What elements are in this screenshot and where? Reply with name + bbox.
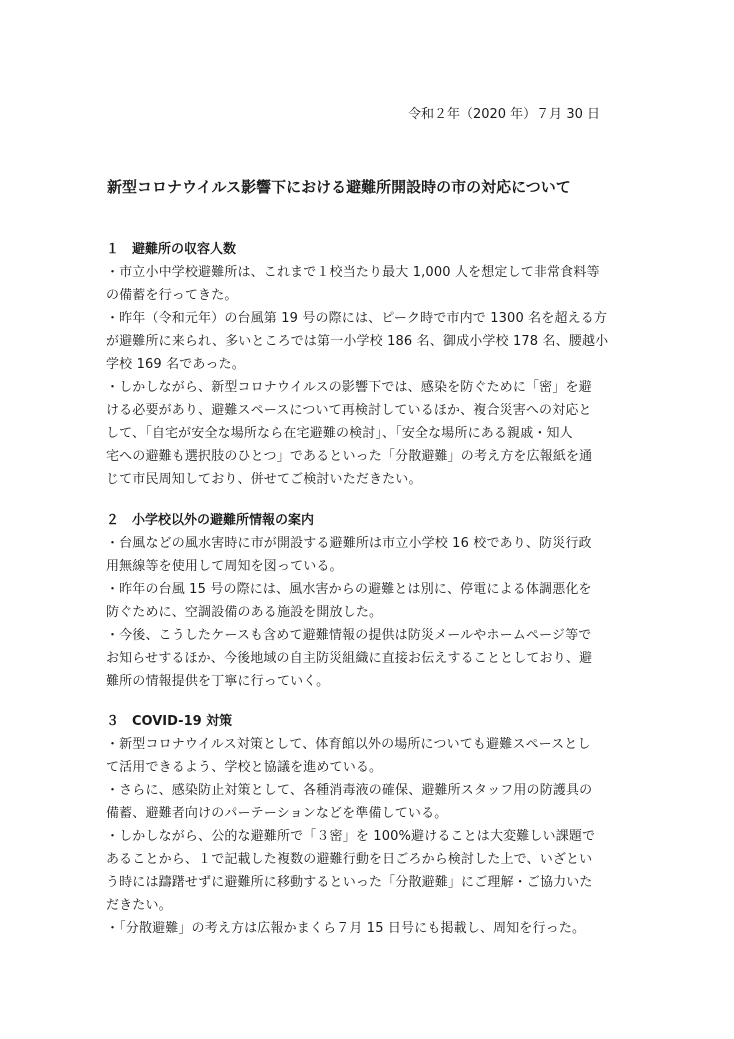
paragraph-line: ・しかしながら、公的な避難所で「３密」を 100%避けることは大変難しい課題で bbox=[106, 829, 596, 844]
paragraph-line: 宅への避難も選択肢のひとつ」であるといった「分散避難」の考え方を広報紙を通 bbox=[106, 449, 593, 464]
paragraph-line: ・さらに、感染防止対策として、各種消毒液の確保、避難所スタッフ用の防護具の bbox=[106, 783, 593, 798]
paragraph-line: ・「分散避難」の考え方は広報かまくら７月 15 日号にも掲載し、周知を行った。 bbox=[106, 921, 586, 936]
section-covid-measures bbox=[106, 710, 626, 940]
paragraph-line: ・しかしながら、新型コロナウイルスの影響下では、感染を防ぐために「密」を避 bbox=[106, 380, 592, 395]
document-title: 新型コロナウイルス影響下における避難所開設時の市の対応について bbox=[107, 178, 571, 196]
paragraph-line: 学校 169 名であった。 bbox=[106, 357, 245, 372]
section-heading: ２ 小学校以外の避難所情報の案内 bbox=[106, 513, 315, 528]
document-date: 令和２年（2020 年）７月 30 日 bbox=[407, 107, 600, 122]
paragraph-line: ける必要があり、避難スペースについて再検討しているほか、複合災害への対応と bbox=[106, 403, 592, 418]
paragraph-line: が避難所に来られ、多いところでは第一小学校 186 名、御成小学校 178 名、腰越小 bbox=[106, 334, 609, 349]
paragraph-line: じて市民周知しており、併せてご検討いただきたい。 bbox=[106, 472, 422, 487]
paragraph-line: ・昨年（令和元年）の台風第 19 号の際には、ピーク時で市内で 1300 名を超える方 bbox=[106, 311, 608, 326]
paragraph-line: だきたい。 bbox=[106, 898, 172, 913]
paragraph-line: ・昨年の台風 15 号の際には、風水害からの避難とは別に、停電による体調悪化を bbox=[106, 582, 592, 597]
section-shelter-info bbox=[106, 509, 626, 693]
paragraph-line: お知らせするほか、今後地域の自主防災組織に直接お伝えすることとしており、避 bbox=[106, 651, 593, 666]
paragraph-line: あることから、１で記載した複数の避難行動を日ごろから検討した上で、いざとい bbox=[106, 852, 593, 867]
section-shelter-capacity bbox=[106, 238, 626, 491]
paragraph-line: 難所の情報提供を丁寧に行っていく。 bbox=[106, 674, 330, 689]
paragraph-line: ・新型コロナウイルス対策として、体育館以外の場所についても避難スペースとし bbox=[106, 737, 591, 752]
paragraph-line: して、「自宅が安全な場所なら在宅避難の検討」、「安全な場所にある親戚・知人 bbox=[106, 426, 573, 441]
paragraph-line: ・今後、こうしたケースも含めて避難情報の提供は防災メールやホームページ等で bbox=[106, 628, 592, 643]
paragraph-line: 備蓄、避難者向けのパーテーションなどを準備している。 bbox=[106, 806, 448, 821]
paragraph-line: 防ぐために、空調設備のある施設を開放した。 bbox=[106, 605, 383, 620]
paragraph-line: 用無線等を使用して周知を図っている。 bbox=[106, 559, 343, 574]
paragraph-line: て活用できるよう、学校と協議を進めている。 bbox=[106, 760, 383, 775]
paragraph-line: う時には躊躇せずに避難所に移動するといった「分散避難」にご理解・ご協力いた bbox=[106, 875, 593, 890]
paragraph-line: の備蓄を行ってきた。 bbox=[106, 288, 238, 303]
paragraph-line: ・台風などの風水害時に市が開設する避難所は市立小学校 16 校であり、防災行政 bbox=[106, 536, 592, 551]
paragraph-line: ・市立小中学校避難所は、これまで１校当たり最大 1,000 人を想定して非常食料等 bbox=[106, 265, 600, 280]
section-heading: １ 避難所の収容人数 bbox=[106, 242, 237, 257]
section-heading: ３ COVID-19 対策 bbox=[106, 714, 233, 729]
